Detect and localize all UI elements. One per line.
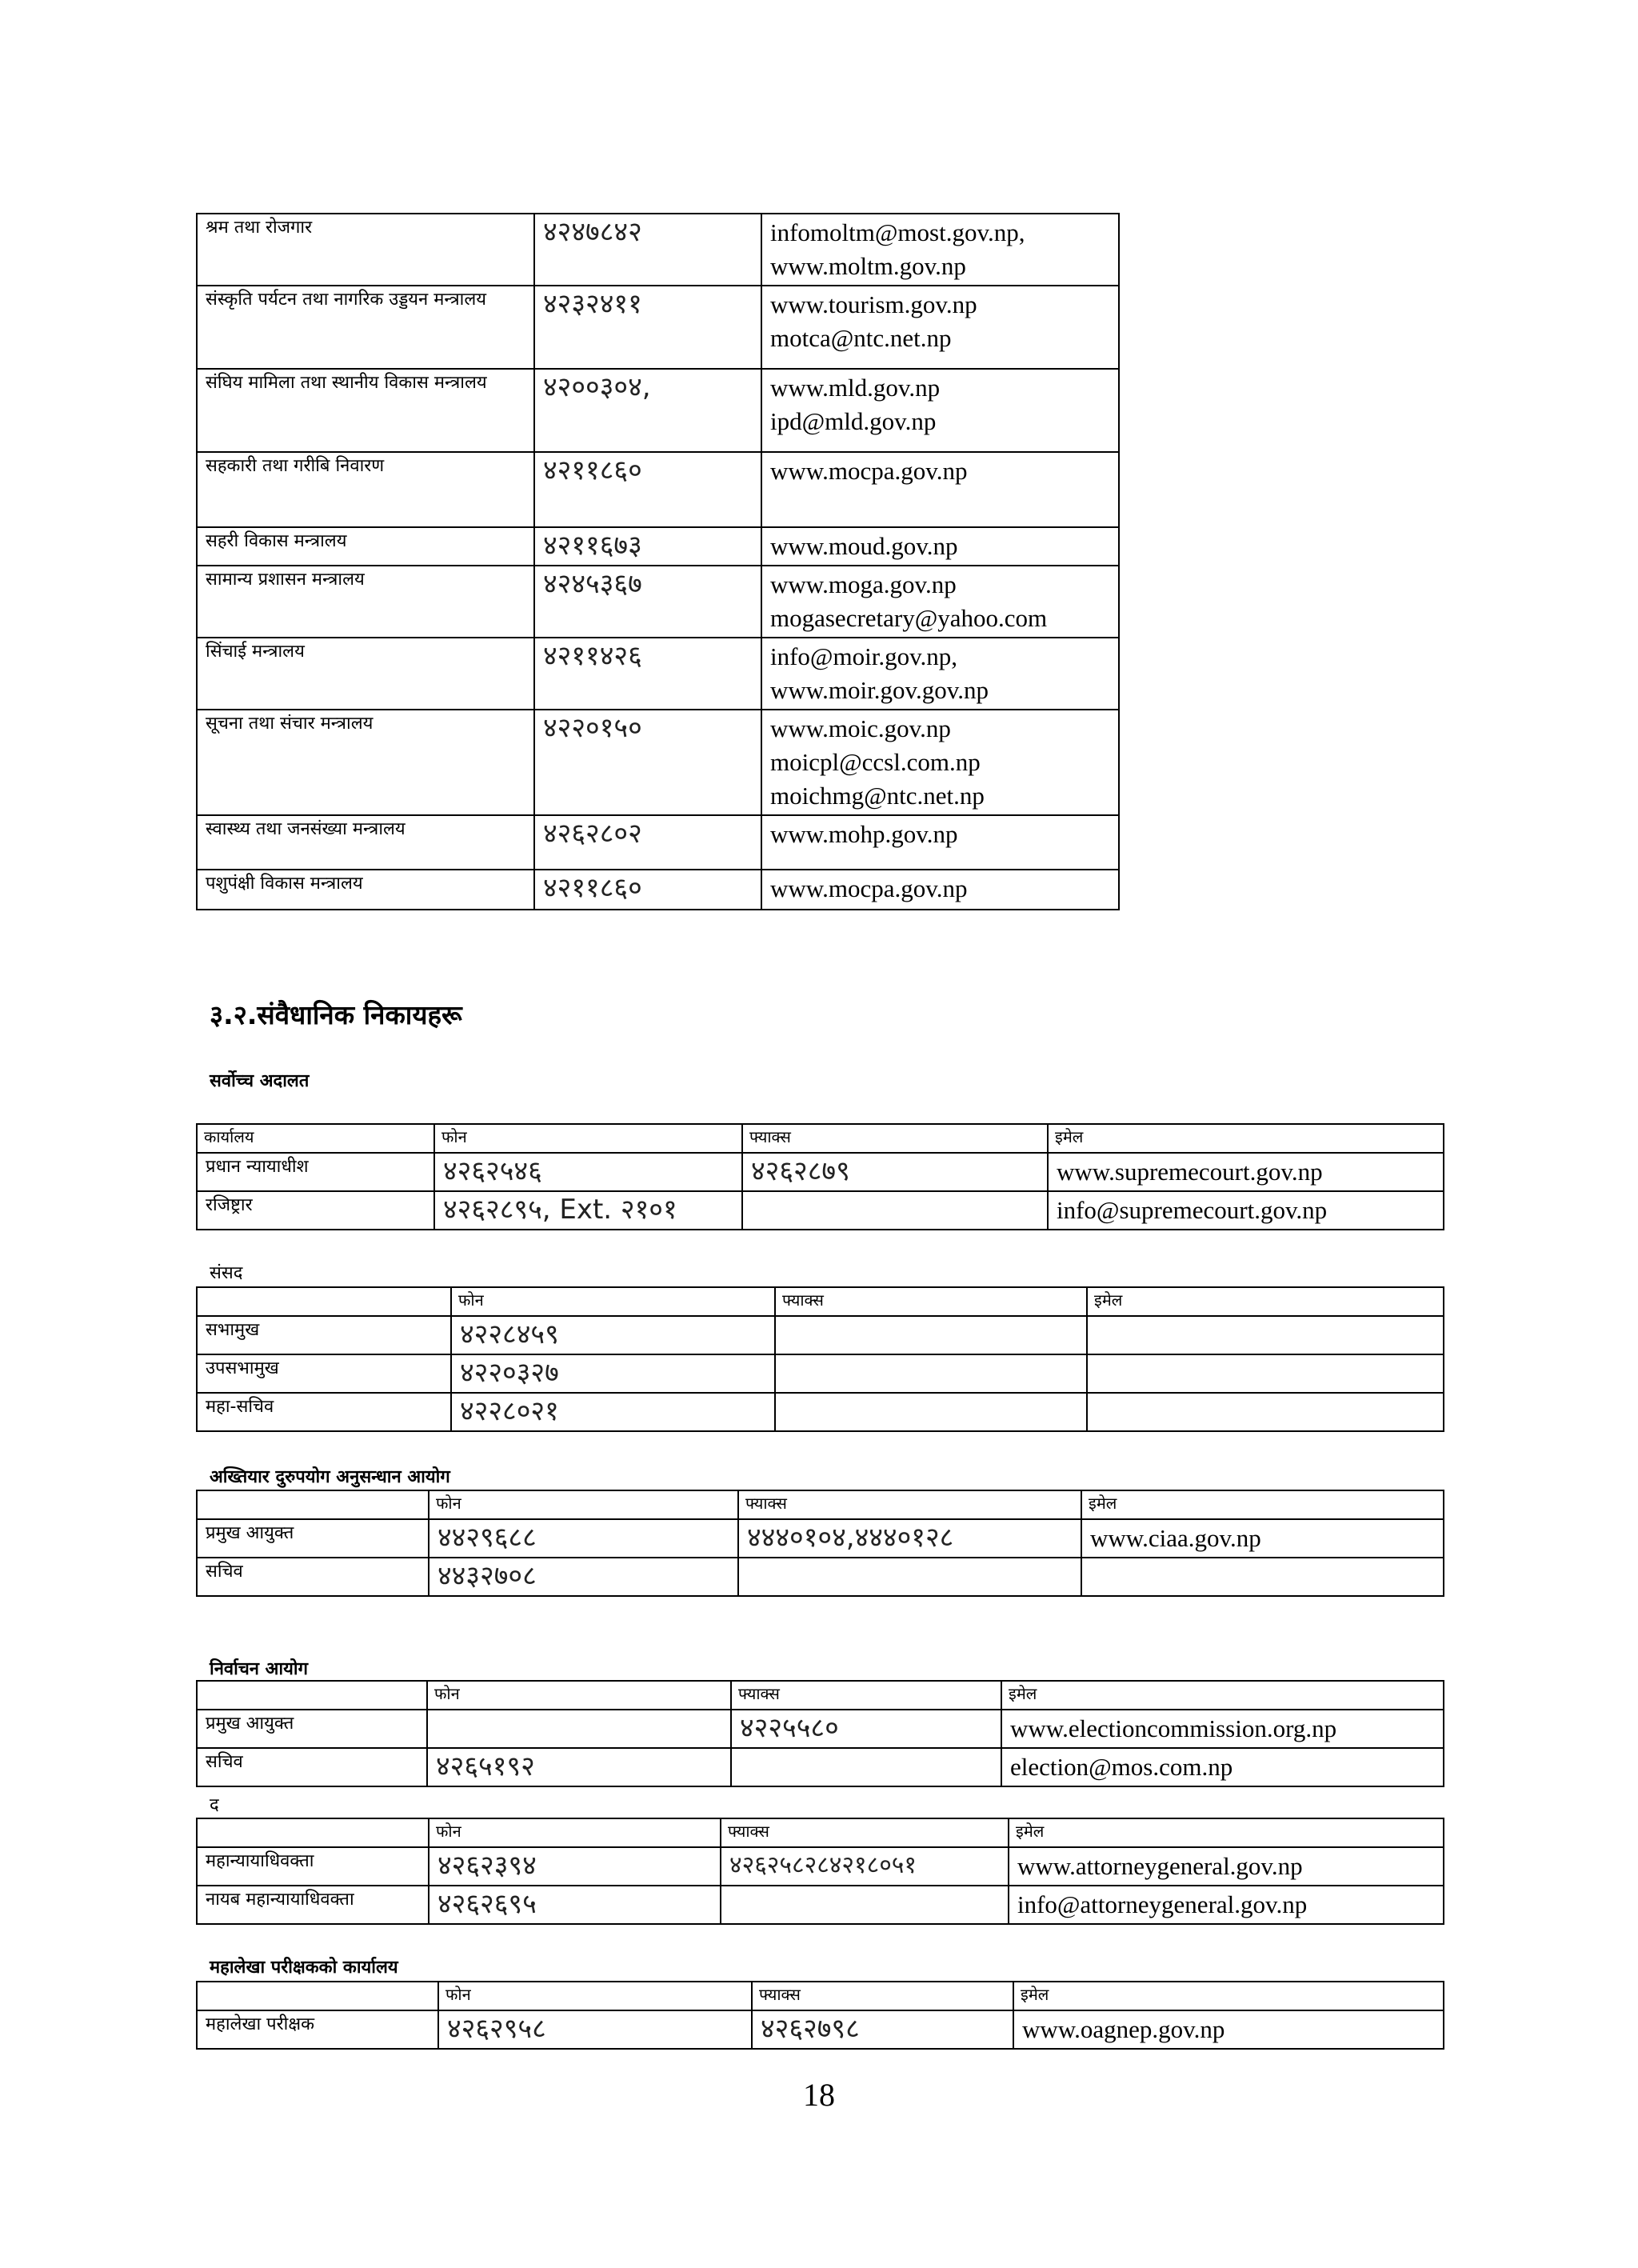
office-title: महालेखा परीक्षक xyxy=(197,2010,438,2049)
fax-cell xyxy=(738,1558,1081,1596)
fax-cell xyxy=(721,1886,1009,1924)
phone-cell: ४२२८०२१ xyxy=(451,1393,775,1431)
ministry-contact: www.mld.gov.np ipd@mld.gov.np xyxy=(761,369,1119,452)
office-title: नायब महान्यायाधिवक्ता xyxy=(197,1886,429,1924)
email-cell: www.attorneygeneral.gov.np xyxy=(1009,1847,1444,1886)
table-row xyxy=(197,710,1119,815)
ministry-phone: ४२६२८०२ xyxy=(534,815,761,870)
table-row xyxy=(197,638,1119,710)
table-row xyxy=(197,452,1119,527)
header-phone: फोन xyxy=(429,1818,721,1847)
header-fax: फ्याक्स xyxy=(775,1287,1087,1316)
phone-cell xyxy=(427,1710,731,1748)
table-row xyxy=(197,1354,1444,1393)
ministry-name: सिंचाई मन्त्रालय xyxy=(197,638,534,710)
table-header-row xyxy=(197,1490,1444,1519)
header-email: इमेल xyxy=(1048,1124,1444,1153)
ministry-contact: www.tourism.gov.np motca@ntc.net.np xyxy=(761,286,1119,369)
header-fax: फ्याक्स xyxy=(738,1490,1081,1519)
header-fax: फ्याक्स xyxy=(731,1681,1001,1710)
email-cell xyxy=(1087,1393,1444,1431)
header-email: इमेल xyxy=(1013,1982,1444,2010)
email-cell: info@attorneygeneral.gov.np xyxy=(1009,1886,1444,1924)
supreme-court-table xyxy=(196,1123,1444,1230)
phone-cell: ४२२८४५९ xyxy=(451,1316,775,1354)
fax-cell: ४४४०१०४,४४४०१२८ xyxy=(738,1519,1081,1558)
ministry-contact: infomoltm@most.gov.np, www.moltm.gov.np xyxy=(761,214,1119,286)
ministry-phone: ४२११४२६ xyxy=(534,638,761,710)
table-header-row xyxy=(197,1681,1444,1710)
ministry-contact: www.mocpa.gov.np xyxy=(761,870,1119,910)
phone-cell: ४२६२८९५, Ext. २१०१ xyxy=(434,1191,742,1230)
table-row xyxy=(197,1558,1444,1596)
ministry-name: स्वास्थ्य तथा जनसंख्या मन्त्रालय xyxy=(197,815,534,870)
header-blank xyxy=(197,1982,438,2010)
email-cell: www.ciaa.gov.np xyxy=(1081,1519,1444,1558)
office-title: प्रमुख आयुक्त xyxy=(197,1710,427,1748)
table-row xyxy=(197,369,1119,452)
section-heading: ३.२.संवैधानिक निकायहरू xyxy=(210,999,462,1030)
auditor-table xyxy=(196,1981,1444,2050)
phone-cell: ४२६२५४६ xyxy=(434,1153,742,1191)
ciaa-caption: अख्तियार दुरुपयोग अनुसन्धान आयोग xyxy=(210,1467,450,1487)
phone-cell: ४२६२९५८ xyxy=(438,2010,752,2049)
ministry-contact: info@moir.gov.np, www.moir.gov.gov.np xyxy=(761,638,1119,710)
phone-cell: ४२६२६९५ xyxy=(429,1886,721,1924)
ciaa-table xyxy=(196,1490,1444,1597)
table-row xyxy=(197,566,1119,638)
election-table xyxy=(196,1680,1444,1787)
email-cell: www.oagnep.gov.np xyxy=(1013,2010,1444,2049)
fax-cell xyxy=(731,1748,1001,1786)
header-blank xyxy=(197,1681,427,1710)
table-row xyxy=(197,1316,1444,1354)
fax-cell: ४२६२८७९ xyxy=(742,1153,1048,1191)
ministry-phone: ४२४७८४२ xyxy=(534,214,761,286)
header-blank xyxy=(197,1818,429,1847)
ministry-contact: www.moud.gov.np xyxy=(761,527,1119,566)
ministries-table xyxy=(196,213,1120,910)
office-title: सचिव xyxy=(197,1558,429,1596)
ministry-phone: ४२२०१५० xyxy=(534,710,761,815)
header-phone: फोन xyxy=(438,1982,752,2010)
email-cell: www.supremecourt.gov.np xyxy=(1048,1153,1444,1191)
office-title: प्रमुख आयुक्त xyxy=(197,1519,429,1558)
ministry-contact: www.moic.gov.np moicpl@ccsl.com.np moichmg@ntc.net.np xyxy=(761,710,1119,815)
table-row xyxy=(197,870,1119,910)
parliament-table xyxy=(196,1286,1444,1432)
ministry-name: श्रम तथा रोजगार xyxy=(197,214,534,286)
office-title: रजिष्ट्रार xyxy=(197,1191,434,1230)
ministry-contact: www.mocpa.gov.np xyxy=(761,452,1119,527)
header-office: कार्यालय xyxy=(197,1124,434,1153)
table-row xyxy=(197,1153,1444,1191)
header-phone: फोन xyxy=(434,1124,742,1153)
ministry-name: पशुपंक्षी विकास मन्त्रालय xyxy=(197,870,534,910)
header-phone: फोन xyxy=(429,1490,738,1519)
ministry-phone: ४२३२४११ xyxy=(534,286,761,369)
table-row xyxy=(197,1393,1444,1431)
office-title: उपसभामुख xyxy=(197,1354,451,1393)
ministry-phone: ४२११८६० xyxy=(534,452,761,527)
fax-cell xyxy=(742,1191,1048,1230)
ministry-name: सूचना तथा संचार मन्त्रालय xyxy=(197,710,534,815)
table-header-row xyxy=(197,1287,1444,1316)
table-row xyxy=(197,286,1119,369)
attorney-table xyxy=(196,1818,1444,1925)
table-header-row xyxy=(197,1982,1444,2010)
fax-cell xyxy=(775,1354,1087,1393)
ministry-phone: ४२११८६० xyxy=(534,870,761,910)
supreme-court-caption: सर्वोच्च अदालत xyxy=(210,1071,310,1091)
ministry-name: सहकारी तथा गरीबि निवारण xyxy=(197,452,534,527)
ministry-name: संस्कृति पर्यटन तथा नागरिक उड्डयन मन्त्रालय xyxy=(197,286,534,369)
header-fax: फ्याक्स xyxy=(752,1982,1013,2010)
ministry-contact: www.mohp.gov.np xyxy=(761,815,1119,870)
ministry-contact: www.moga.gov.np mogasecretary@yahoo.com xyxy=(761,566,1119,638)
table-row xyxy=(197,815,1119,870)
attorney-caption: द xyxy=(210,1795,219,1815)
phone-cell: ४२२०३२७ xyxy=(451,1354,775,1393)
email-cell xyxy=(1081,1558,1444,1596)
table-row xyxy=(197,1748,1444,1786)
ministry-name: सहरी विकास मन्त्रालय xyxy=(197,527,534,566)
email-cell: election@mos.com.np xyxy=(1001,1748,1444,1786)
table-header-row xyxy=(197,1818,1444,1847)
auditor-caption: महालेखा परीक्षकको कार्यालय xyxy=(210,1958,398,1978)
header-email: इमेल xyxy=(1009,1818,1444,1847)
parliament-caption: संसद xyxy=(210,1263,243,1283)
office-title: महा-सचिव xyxy=(197,1393,451,1431)
fax-cell xyxy=(775,1316,1087,1354)
email-cell xyxy=(1087,1316,1444,1354)
header-phone: फोन xyxy=(451,1287,775,1316)
page-number: 18 xyxy=(803,2077,835,2113)
office-title: प्रधान न्यायाधीश xyxy=(197,1153,434,1191)
header-email: इमेल xyxy=(1087,1287,1444,1316)
table-row xyxy=(197,1519,1444,1558)
office-title: महान्यायाधिवक्ता xyxy=(197,1847,429,1886)
table-row xyxy=(197,1847,1444,1886)
ministry-phone: ४२००३०४, xyxy=(534,369,761,452)
header-blank xyxy=(197,1490,429,1519)
phone-cell: ४४२९६८८ xyxy=(429,1519,738,1558)
fax-cell xyxy=(775,1393,1087,1431)
email-cell: info@supremecourt.gov.np xyxy=(1048,1191,1444,1230)
table-row xyxy=(197,214,1119,286)
ministry-phone: ४२४५३६७ xyxy=(534,566,761,638)
fax-cell: ४२२५५८० xyxy=(731,1710,1001,1748)
header-phone: फोन xyxy=(427,1681,731,1710)
table-header-row xyxy=(197,1124,1444,1153)
fax-cell: ४२६२५८२८४२१८०५१ xyxy=(721,1847,1009,1886)
ministry-name: संघिय मामिला तथा स्थानीय विकास मन्त्रालय xyxy=(197,369,534,452)
phone-cell: ४२६२३९४ xyxy=(429,1847,721,1886)
ministry-phone: ४२११६७३ xyxy=(534,527,761,566)
email-cell xyxy=(1087,1354,1444,1393)
table-row xyxy=(197,1886,1444,1924)
table-row xyxy=(197,2010,1444,2049)
table-row xyxy=(197,1710,1444,1748)
office-title: सचिव xyxy=(197,1748,427,1786)
header-email: इमेल xyxy=(1001,1681,1444,1710)
fax-cell: ४२६२७९८ xyxy=(752,2010,1013,2049)
office-title: सभामुख xyxy=(197,1316,451,1354)
table-row xyxy=(197,527,1119,566)
table-row xyxy=(197,1191,1444,1230)
header-blank xyxy=(197,1287,451,1316)
election-caption: निर्वाचन आयोग xyxy=(210,1659,309,1679)
phone-cell: ४२६५१९२ xyxy=(427,1748,731,1786)
email-cell: www.electioncommission.org.np xyxy=(1001,1710,1444,1748)
phone-cell: ४४३२७०८ xyxy=(429,1558,738,1596)
ministry-name: सामान्य प्रशासन मन्त्रालय xyxy=(197,566,534,638)
header-fax: फ्याक्स xyxy=(721,1818,1009,1847)
header-email: इमेल xyxy=(1081,1490,1444,1519)
header-fax: फ्याक्स xyxy=(742,1124,1048,1153)
